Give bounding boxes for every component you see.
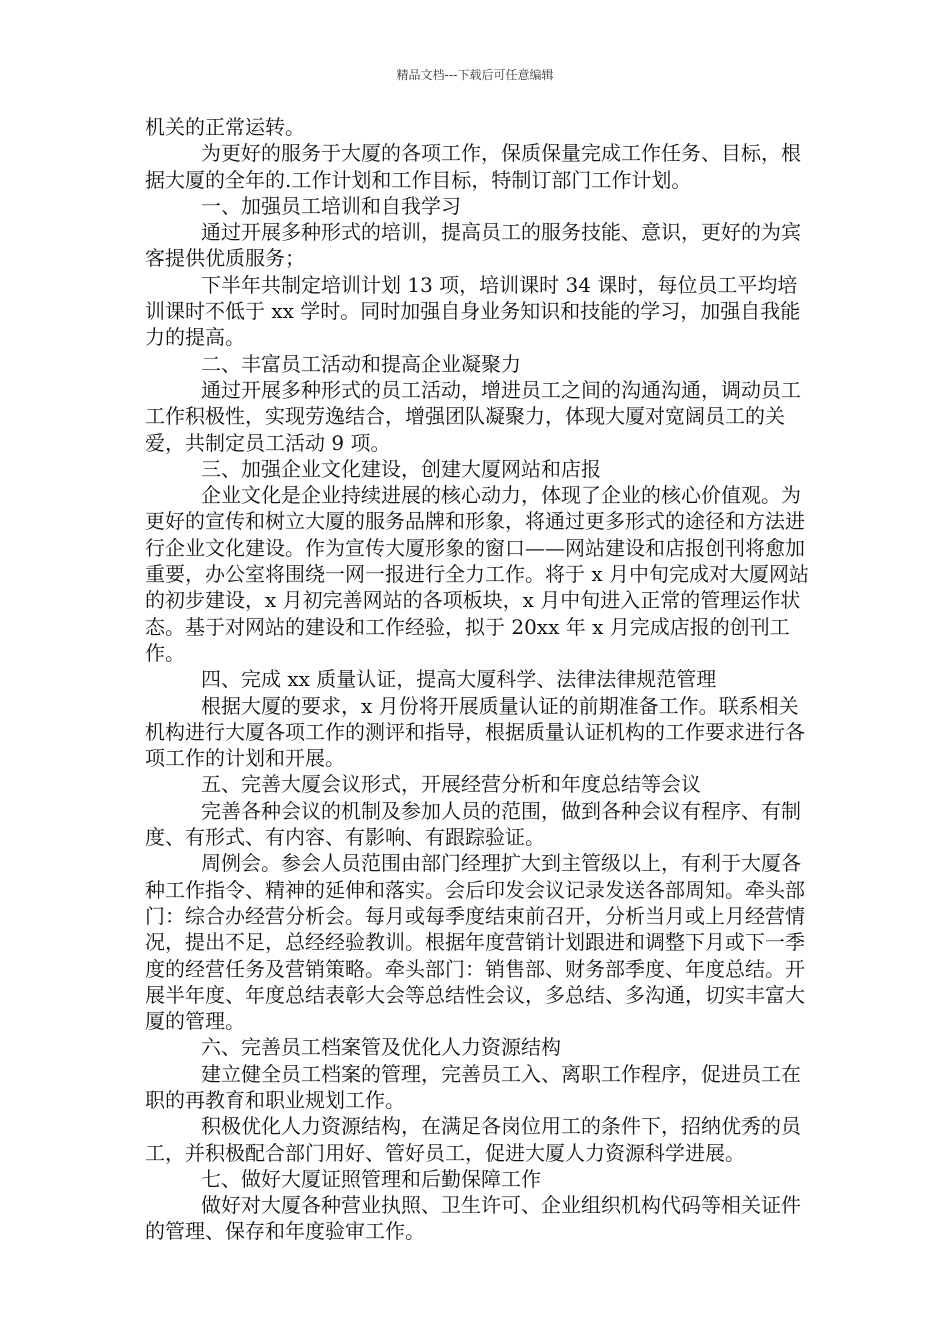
paragraph: 六、完善员工档案管及优化人力资源结构 <box>201 1035 561 1060</box>
page-header: 精品文档---下载后可任意编辑 <box>396 68 554 82</box>
paragraph: 下半年共制定培训计划 13 项，培训课时 34 课时，每位员工平均培训课时不低于 xx 学时。同时加强自身业务知识和技能的学习，加强自我能力的提高。 <box>145 272 801 350</box>
paragraph: 五、完善大厦会议形式，开展经营分析和年度总结等会议 <box>201 772 701 797</box>
paragraph: 根据大厦的要求，x 月份将开展质量认证的前期准备工作。联系相关机构进行大厦各项工作的测评和指导，根据质量认证机构的工作要求进行各项工作的计划和开展。 <box>145 693 805 771</box>
paragraph: 通过开展多种形式的培训，提高员工的服务技能、意识，更好的为宾客提供优质服务； <box>145 220 801 271</box>
paragraph: 四、完成 xx 质量认证，提高大厦科学、法律法律规范管理 <box>201 667 717 692</box>
paragraph: 建立健全员工档案的管理，完善员工入、离职工作程序，促进员工在职的再教育和职业规划工作。 <box>145 1061 801 1112</box>
document-body <box>145 114 813 1245</box>
paragraph: 完善各种会议的机制及参加人员的范围，做到各种会议有程序、有制度、有形式、有内容、有影响、有跟踪验证。 <box>145 798 801 850</box>
paragraph: 机关的正常运转。 <box>145 115 305 139</box>
paragraph: 一、加强员工培训和自我学习 <box>201 193 461 218</box>
paragraph: 做好对大厦各种营业执照、卫生许可、企业组织机构代码等相关证件的管理、保存和年度验审工作。 <box>145 1193 801 1244</box>
paragraph: 三、加强企业文化建设，创建大厦网站和店报 <box>201 456 601 481</box>
paragraph: 通过开展多种形式的员工活动，增进员工之间的沟通沟通，调动员工工作积极性，实现劳逸结合，增强团队凝聚力，体现大厦对宽阔员工的关爱，共制定员工活动 9 项。 <box>145 377 801 455</box>
paragraph: 企业文化是企业持续进展的核心动力，体现了企业的核心价值观。为更好的宣传和树立大厦的服务品牌和形象，将通过更多形式的途径和方法进行企业文化建设。作为宣传大厦形象的窗口——网站建设和店报创刊将愈加重要，办公室将围绕一网一报进行全力工作。将于 x 月中旬完成对大厦网站的初步建设，x 月初完善网站的各项板块，x 月中旬进入正常的管理运作状态。基于对网站的建设和工作经验，拟于 20xx 年 x 月完成店报的创刊工作。 <box>145 483 809 665</box>
paragraph: 周例会。参会人员范围由部门经理扩大到主管级以上，有利于大厦各种工作指令、精神的延伸和落实。会后印发会议记录发送各部周知。牵头部门：综合办经营分析会。每月或每季度结束前召开，分析当月或上月经营情况，提出不足，总经经验教训。根据年度营销计划跟进和调整下月或下一季度的经营任务及营销策略。牵头部门：销售部、财务部季度、年度总结。开展半年度、年度总结表彰大会等总结性会议，多总结、多沟通，切实丰富大厦的管理。 <box>145 851 805 1034</box>
paragraph: 二、丰富员工活动和提高企业凝聚力 <box>201 351 521 376</box>
paragraph: 七、做好大厦证照管理和后勤保障工作 <box>201 1166 541 1191</box>
paragraph: 积极优化人力资源结构，在满足各岗位用工的条件下，招纳优秀的员工，并积极配合部门用好、管好员工，促进大厦人力资源科学进展。 <box>145 1114 801 1165</box>
paragraph: 为更好的服务于大厦的各项工作，保质保量完成工作任务、目标，根据大厦的全年的.工作计划和工作目标，特制订部门工作计划。 <box>145 141 801 192</box>
